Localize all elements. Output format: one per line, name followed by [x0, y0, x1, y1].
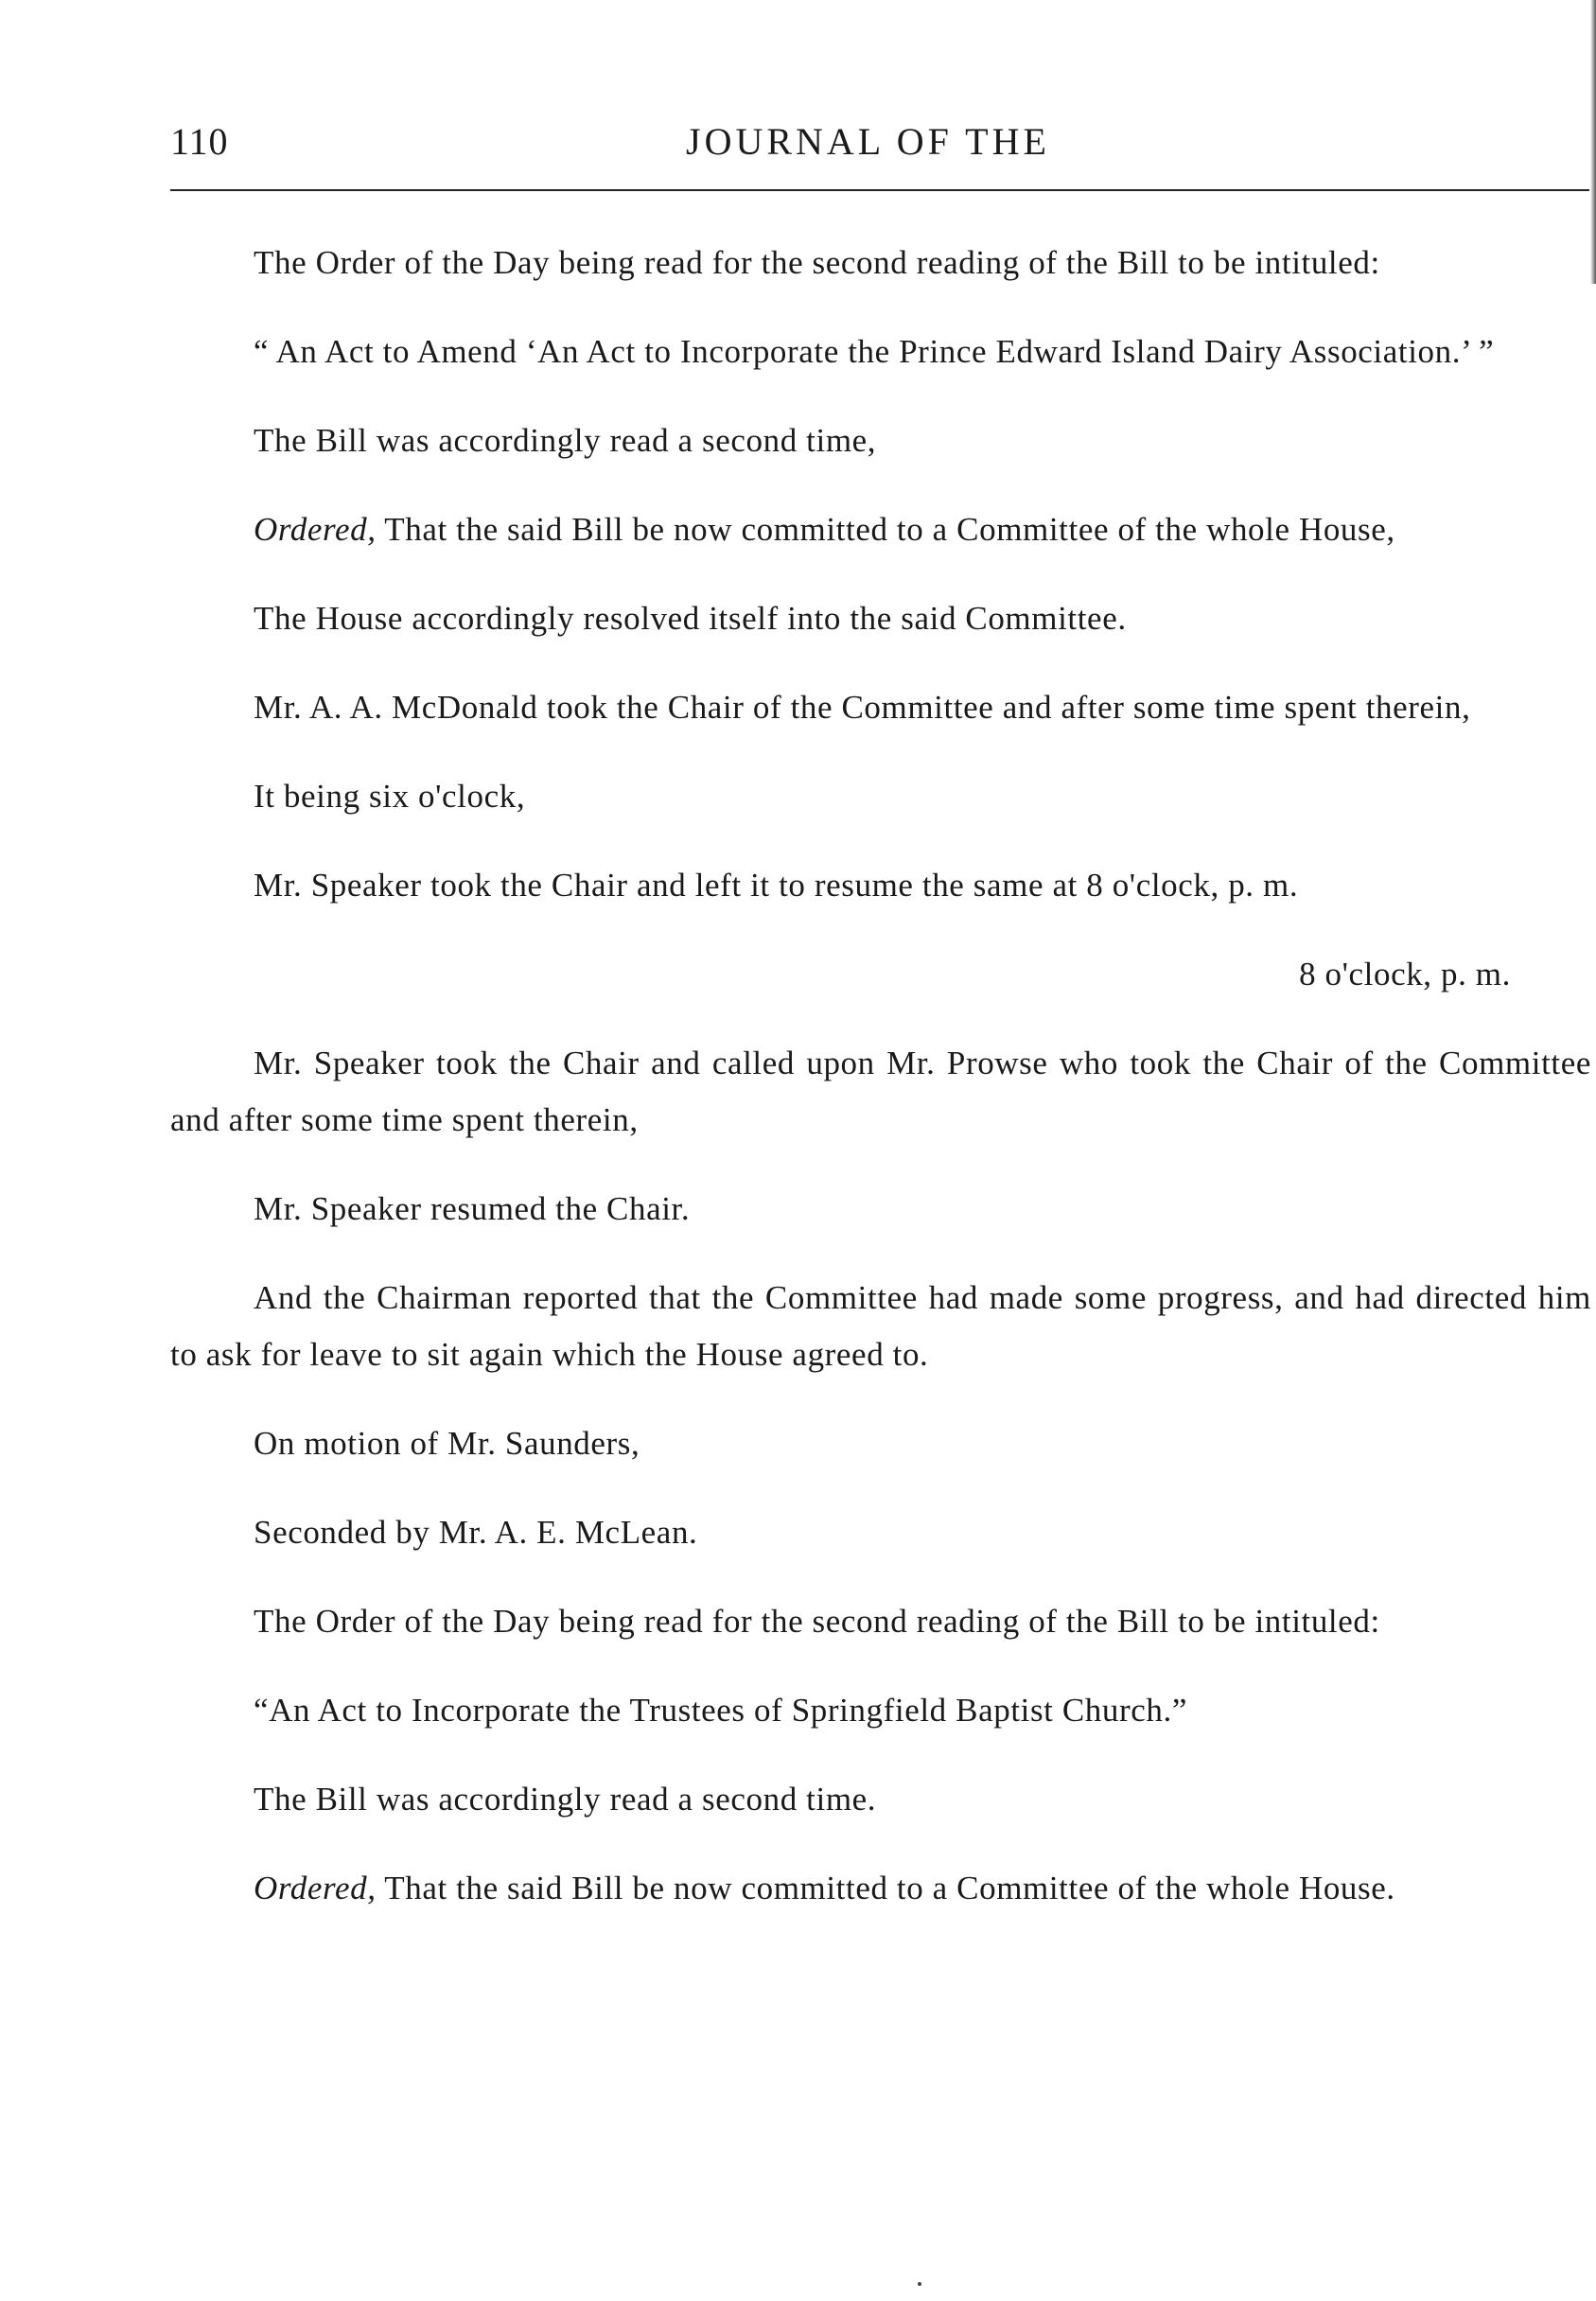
- paragraph-order-of-day-2: The Order of the Day being read for the second reading of the Bill to be intituled:: [254, 1603, 1380, 1640]
- paragraph-mcdonald-chair: Mr. A. A. McDonald took the Chair of the Committee and after some time spent therein,: [254, 689, 1471, 726]
- paragraph-ordered-1: Ordered, That the said Bill be now committed to a Committee of the whole House,: [254, 511, 1395, 548]
- paragraph-house-resolved: The House accordingly resolved itself into the said Committee.: [254, 600, 1127, 637]
- paragraph-motion-saunders: On motion of Mr. Saunders,: [254, 1425, 640, 1462]
- paragraph-seconded-mclean: Seconded by Mr. A. E. McLean.: [254, 1514, 698, 1551]
- paragraph-second-reading-2: The Bill was accordingly read a second time.: [254, 1781, 877, 1818]
- paragraph-ordered-2: Ordered, That the said Bill be now committed to a Committee of the whole House.: [254, 1870, 1395, 1906]
- paragraph-six-oclock: It being six o'clock,: [254, 778, 526, 815]
- header-rule: [170, 189, 1589, 191]
- paragraph-bill-title-springfield: “An Act to Incorporate the Trustees of Springfield Baptist Church.”: [254, 1692, 1187, 1729]
- paragraph-speaker-resumed: Mr. Speaker resumed the Chair.: [254, 1190, 691, 1227]
- paragraph-prowse-chair: Mr. Speaker took the Chair and called upon Mr. Prowse who took the Chair of the Committee and after some time spent therein,: [170, 1045, 1591, 1138]
- paragraph-speaker-left-chair: Mr. Speaker took the Chair and left it to resume the same at 8 o'clock, p. m.: [254, 867, 1299, 904]
- page-header: [170, 119, 1589, 176]
- paragraph-second-reading-1: The Bill was accordingly read a second time,: [254, 422, 877, 459]
- paragraph-order-of-day-1: The Order of the Day being read for the second reading of the Bill to be intituled:: [254, 244, 1380, 281]
- page-number: 110: [170, 120, 229, 163]
- time-heading-8-oclock: 8 o'clock, p. m.: [1299, 956, 1511, 992]
- print-speck: [918, 2282, 921, 2286]
- journal-body: [170, 235, 1591, 1949]
- running-head: JOURNAL OF THE: [686, 120, 1050, 163]
- ordered-lead: Ordered,: [254, 1870, 377, 1906]
- paragraph-bill-title-dairy: “ An Act to Amend ‘An Act to Incorporate the Prince Edward Island Dairy Association.’ ”: [254, 333, 1495, 370]
- paragraph-chairman-reported: And the Chairman reported that the Committee had made some progress, and had directed him to ask for leave to sit again which the House agreed to.: [170, 1279, 1591, 1373]
- ordered-lead: Ordered,: [254, 511, 377, 548]
